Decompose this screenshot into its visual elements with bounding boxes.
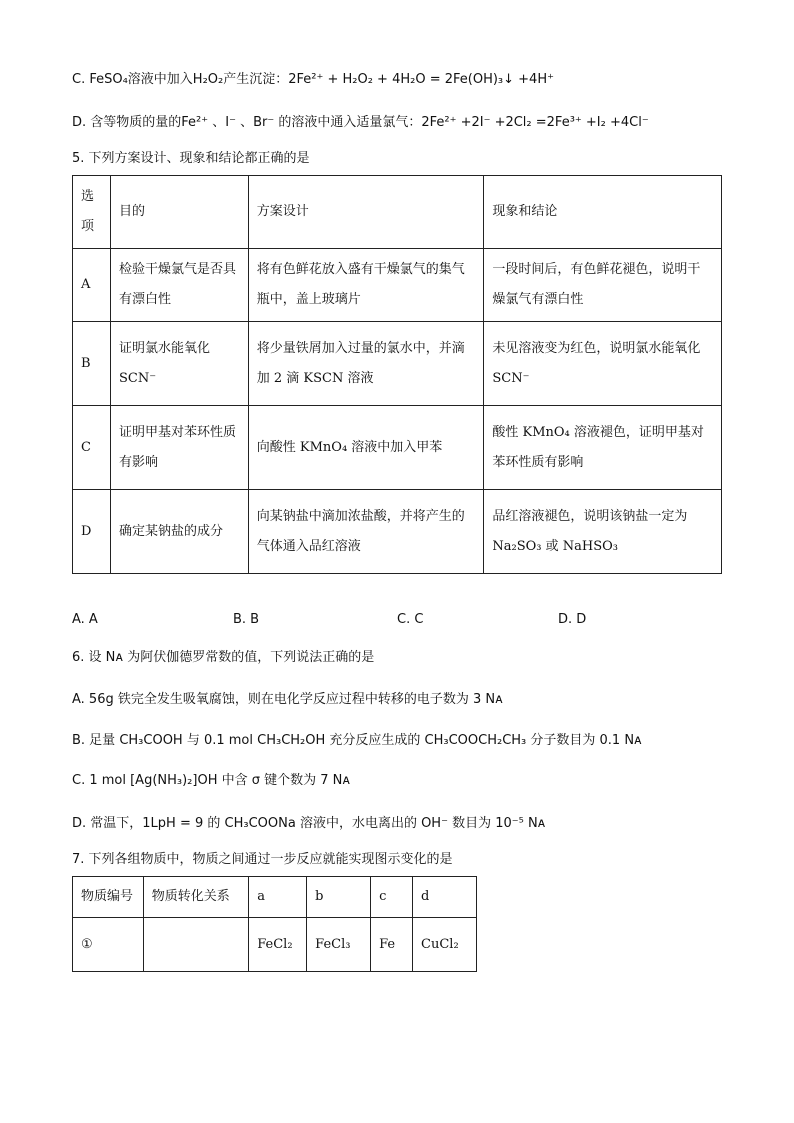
q5-cell-purpose: 确定某钠盐的成分 (110, 490, 248, 574)
q5-header-design: 方案设计 (248, 176, 484, 249)
q5-cell-result: 一段时间后，有色鲜花褪色，说明干燥氯气有漂白性 (484, 249, 722, 322)
q7-cell-b: FeCl₃ (307, 918, 371, 972)
q7-header-c: c (371, 877, 413, 918)
q6-option-a: A. 56g 铁完全发生吸氧腐蚀，则在电化学反应过程中转移的电子数为 3 Nᴀ (72, 692, 503, 707)
q6-option-b: B. 足量 CH₃COOH 与 0.1 mol CH₃CH₂OH 充分反应生成的 CH₃COOCH₂CH₃ 分子数目为 0.1 Nᴀ (72, 733, 642, 748)
q5-cell-result: 酸性 KMnO₄ 溶液褪色，证明甲基对苯环性质有影响 (484, 406, 722, 490)
q4-option-d: D. 含等物质的量的Fe²⁺ 、I⁻ 、Br⁻ 的溶液中通入适量氯气：2Fe²⁺ +2I⁻ +2Cl₂ =2Fe³⁺ +I₂ +4Cl⁻ (72, 115, 649, 130)
q5-header-result: 现象和结论 (484, 176, 722, 249)
q5-cell-option: B (73, 322, 111, 406)
q5-cell-result: 品红溶液褪色，说明该钠盐一定为 Na₂SO₃ 或 NaHSO₃ (484, 490, 722, 574)
q5-cell-design: 将少量铁屑加入过量的氯水中，并滴加 2 滴 KSCN 溶液 (248, 322, 484, 406)
q6-option-c: C. 1 mol [Ag(NH₃)₂]OH 中含 σ 键个数为 7 Nᴀ (72, 773, 351, 788)
answer-option-a: A. A (72, 612, 98, 627)
q7-cell-d: CuCl₂ (413, 918, 477, 972)
q5-cell-result: 未见溶液变为红色，说明氯水能氧化 SCN⁻ (484, 322, 722, 406)
q7-header-relation: 物质转化关系 (143, 877, 249, 918)
q7-cell-relation (143, 918, 249, 972)
q5-cell-design: 向酸性 KMnO₄ 溶液中加入甲苯 (248, 406, 484, 490)
answer-option-b: B. B (233, 612, 260, 627)
q5-cell-purpose: 证明氯水能氧化 SCN⁻ (110, 322, 248, 406)
q7-cell-id: ① (73, 918, 144, 972)
q7-stem: 7. 下列各组物质中，物质之间通过一步反应就能实现图示变化的是 (72, 852, 453, 867)
answer-option-d: D. D (558, 612, 587, 627)
q7-header-id: 物质编号 (73, 877, 144, 918)
answer-option-c: C. C (397, 612, 424, 627)
q7-header-row (73, 877, 477, 918)
q5-stem: 5. 下列方案设计、现象和结论都正确的是 (72, 151, 310, 166)
q6-stem: 6. 设 Nᴀ 为阿伏伽德罗常数的值，下列说法正确的是 (72, 650, 375, 665)
q5-cell-option: C (73, 406, 111, 490)
q5-header-option: 选项 (73, 176, 111, 249)
q5-header-row (73, 176, 722, 249)
table-row (73, 406, 722, 490)
table-row (73, 322, 722, 406)
q6-option-d: D. 常温下，1LpH = 9 的 CH₃COONa 溶液中，水电离出的 OH⁻ 数目为 10⁻⁵ Nᴀ (72, 816, 546, 831)
q5-cell-design: 向某钠盐中滴加浓盐酸，并将产生的气体通入品红溶液 (248, 490, 484, 574)
q7-cell-a: FeCl₂ (249, 918, 307, 972)
q7-cell-c: Fe (371, 918, 413, 972)
q5-cell-design: 将有色鲜花放入盛有干燥氯气的集气瓶中，盖上玻璃片 (248, 249, 484, 322)
q5-cell-purpose: 检验干燥氯气是否具有漂白性 (110, 249, 248, 322)
q7-header-a: a (249, 877, 307, 918)
q7-table (72, 876, 477, 972)
q5-header-purpose: 目的 (110, 176, 248, 249)
q5-cell-option: D (73, 490, 111, 574)
q5-answer-options (72, 612, 632, 632)
q5-table (72, 175, 722, 574)
q7-header-d: d (413, 877, 477, 918)
q5-cell-option: A (73, 249, 111, 322)
table-row (73, 249, 722, 322)
q5-cell-purpose: 证明甲基对苯环性质有影响 (110, 406, 248, 490)
q4-option-c: C. FeSO₄溶液中加入H₂O₂产生沉淀：2Fe²⁺ + H₂O₂ + 4H₂O = 2Fe(OH)₃↓ +4H⁺ (72, 72, 554, 87)
table-row (73, 918, 477, 972)
table-row (73, 490, 722, 574)
q7-header-b: b (307, 877, 371, 918)
